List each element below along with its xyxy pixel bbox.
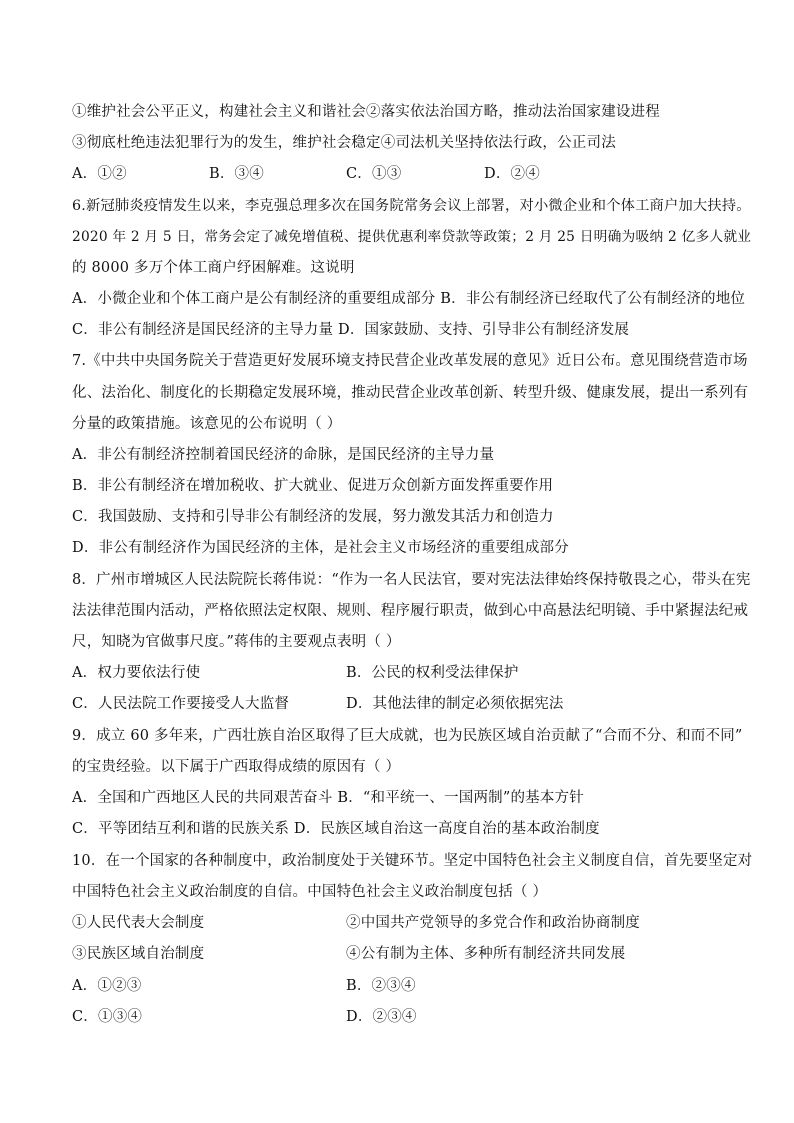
q10-statement-1: ①人民代表大会制度 xyxy=(72,915,205,931)
q7-stem-line-3: 分量的政策措施。该意见的公布说明（ ） xyxy=(72,416,342,432)
q5-option-b[interactable]: B．③④ xyxy=(209,166,264,182)
q7-option-b[interactable]: B．非公有制经济在增加税收、扩大就业、促进万众创新方面发挥重要作用 xyxy=(72,478,554,494)
q10-statement-2: ②中国共产党领导的多党合作和政治协商制度 xyxy=(346,915,640,931)
q10-statement-4: ④公有制为主体、多种所有制经济共同发展 xyxy=(346,946,626,962)
q9-options-c-d[interactable]: C．平等团结互利和谐的民族关系 D．民族区域自治这一高度自治的基本政治制度 xyxy=(72,821,600,837)
q10-options-row-2 xyxy=(72,1007,722,1027)
q10-option-c[interactable]: C．①③④ xyxy=(72,1009,143,1025)
q9-stem-line-2: 的宝贵经验。以下属于广西取得成绩的原因有（ ） xyxy=(72,759,401,775)
q8-options-row-1 xyxy=(72,663,722,683)
q8-stem-line-3: 尺，知晓为官做事尺度。”蒋伟的主要观点表明（ ） xyxy=(72,634,401,650)
q10-options-row-1 xyxy=(72,976,722,996)
q10-stem-line-1: 10．在一个国家的各种制度中，政治制度处于关键环节。坚定中国特色社会主义制度自信，首先要坚定对 xyxy=(72,853,753,869)
q8-option-a[interactable]: A．权力要依法行使 xyxy=(72,665,201,681)
q7-stem-line-2: 化、法治化、制度化的长期稳定发展环境，推动民营企业改革创新、转型升级、健康发展，提出一系列有 xyxy=(72,385,749,401)
q8-stem-line-1: 8．广州市增城区人民法院院长蒋伟说：“作为一名人民法官，要对宪法法律始终保持敬畏之心，带头在宪 xyxy=(72,572,751,588)
q8-option-b[interactable]: B．公民的权利受法律保护 xyxy=(346,665,519,681)
q5-options xyxy=(72,164,722,184)
q10-statement-3: ③民族区域自治制度 xyxy=(72,946,205,962)
q9-stem-line-1: 9．成立 60 多年来，广西壮族自治区取得了巨大成就，也为民族区域自治贡献了“合而不分、和而不同” xyxy=(72,728,743,744)
q6-stem-line-2: 2020 年 2 月 5 日，常务会定了减免增值税、提供优惠利率贷款等政策；2 月 25 日明确为吸纳 2 亿多人就业 xyxy=(72,229,752,245)
q5-option-c[interactable]: C．①③ xyxy=(346,166,402,182)
q9-options-a-b[interactable]: A．全国和广西地区人民的共同艰苦奋斗 B．“和平统一、一国两制”的基本方针 xyxy=(72,790,584,806)
q10-option-a[interactable]: A．①②③ xyxy=(72,978,142,994)
q8-options-row-2 xyxy=(72,694,722,714)
q5-option-d[interactable]: D．②④ xyxy=(484,166,540,182)
q5-statements-line-2: ③彻底杜绝违法犯罪行为的发生，维护社会稳定④司法机关坚持依法行政，公正司法 xyxy=(72,135,616,151)
q7-stem-line-1: 7.《中共中央国务院关于营造更好发展环境支持民营企业改革发展的意见》近日公布。意见围绕营造市场 xyxy=(72,353,748,369)
q6-stem-line-1: 6.新冠肺炎疫情发生以来，李克强总理多次在国务院常务会议上部署，对小微企业和个体工商户加大扶持。 xyxy=(72,198,751,214)
q6-stem-line-3: 的 8000 多万个体工商户纾困解难。这说明 xyxy=(72,260,355,276)
q10-statements-row-1 xyxy=(72,913,722,933)
q7-option-c[interactable]: C．我国鼓励、支持和引导非公有制经济的发展，努力激发其活力和创造力 xyxy=(72,509,554,525)
q8-option-d[interactable]: D．其他法律的制定必须依据宪法 xyxy=(346,696,564,712)
q10-option-b[interactable]: B．②③④ xyxy=(346,978,416,994)
q8-option-c[interactable]: C．人民法院工作要接受人大监督 xyxy=(72,696,290,712)
q5-option-a[interactable]: A．①② xyxy=(72,166,127,182)
q10-stem-line-2: 中国特色社会主义政治制度的自信。中国特色社会主义政治制度包括（ ） xyxy=(72,884,548,900)
q10-option-d[interactable]: D．②③④ xyxy=(346,1009,417,1025)
q7-option-d[interactable]: D．非公有制经济作为国民经济的主体，是社会主义市场经济的重要组成部分 xyxy=(72,540,569,556)
q5-statements-line-1: ①维护社会公平正义，构建社会主义和谐社会②落实依法治国方略，推动法治国家建设进程 xyxy=(72,104,660,120)
q8-stem-line-2: 法法律范围内活动，严格依照法定权限、规则、程序履行职责，做到心中高悬法纪明镜、手中紧握法纪戒 xyxy=(72,603,749,619)
q6-options-a-b[interactable]: A．小微企业和个体工商户是公有制经济的重要组成部分 B．非公有制经济已经取代了公有制经济的地位 xyxy=(72,291,746,307)
q7-option-a[interactable]: A．非公有制经济控制着国民经济的命脉，是国民经济的主导力量 xyxy=(72,447,495,463)
q6-options-c-d[interactable]: C．非公有制经济是国民经济的主导力量 D．国家鼓励、支持、引导非公有制经济发展 xyxy=(72,322,630,338)
q10-statements-row-2 xyxy=(72,944,722,964)
